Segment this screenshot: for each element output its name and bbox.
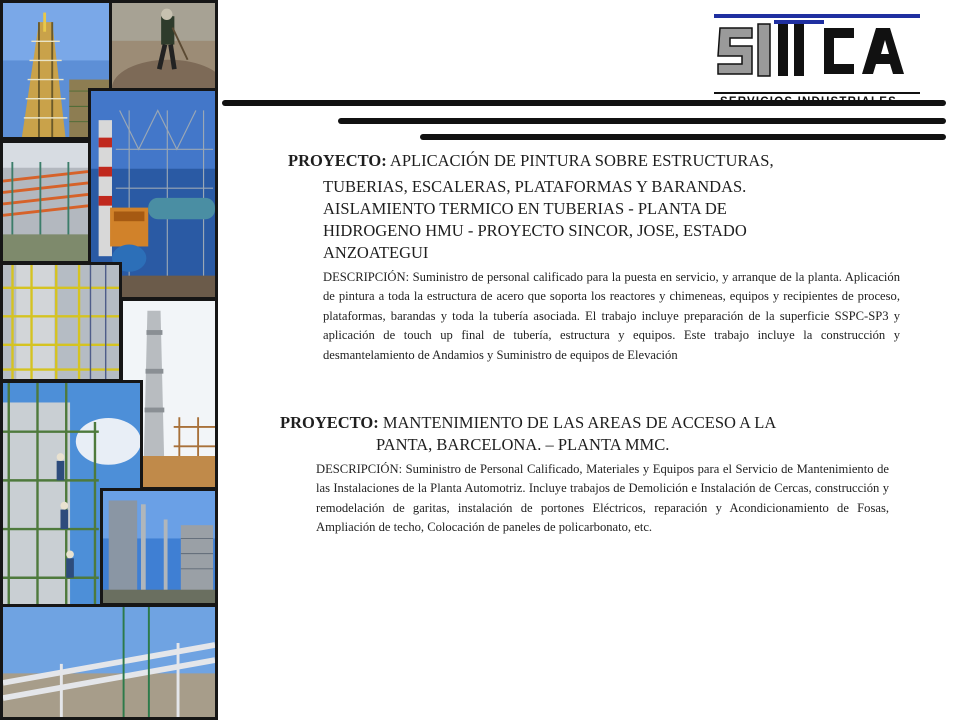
logo-mark [714, 14, 920, 84]
project-1-title-line1: APLICACIÓN DE PINTURA SOBRE ESTRUCTURAS, [389, 151, 774, 170]
project-2-description: DESCRIPCIÓN: Suministro de Personal Calificado, Materiales y Equipos para el Servicio de Mantenimiento de las Instalaciones de la Planta Automotriz. Incluye trabajos de Demolición e Instalación de Cercas, construcción y remodelación de garitas, instalación de portones Eléctricos, reparación y Acondicionamiento de Fosas, Ampliación de techo, Colocación de paneles de policarbonato, etc. [316, 462, 889, 535]
project-2-label: PROYECTO: [280, 413, 379, 432]
decorative-stripe-3 [420, 134, 946, 140]
project-2-title-first [280, 412, 900, 434]
photo-industrial-plant [100, 488, 218, 606]
project-1-description: DESCRIPCIÓN: Suministro de personal calificado para la puesta en servicio, y arranque de la planta. Aplicación de pintura a toda la estructura de acero que soporta los reactores y chimeneas, equipos y recipientes de proceso, plataformas, barandas y toda la tubería asociada. El trabajo incluye preparación de la superficie SSPC-SP3 y aplicación de touch up final de tubería, estructura y equipos. Este trabajo incluye la construcción y desmantelamiento de Andamios y Suministro de equipos de Elevación [323, 270, 900, 362]
project-1-label: PROYECTO: [288, 151, 387, 170]
project-1-title-first [288, 150, 888, 172]
photo-pipe-rack [0, 140, 91, 264]
photo-pipeline-bridge [0, 604, 218, 720]
project-2-title-rest: PANTA, BARCELONA. – PLANTA MMC. [376, 435, 670, 454]
decorative-stripe-1 [222, 100, 946, 106]
project-1-title-rest: TUBERIAS, ESCALERAS, PLATAFORMAS Y BARANDAS. AISLAMIENTO TERMICO EN TUBERIAS - PLANTA DE HIDROGENO HMU - PROYECTO SINCOR, JOSE, ESTADO ANZOATEGUI [323, 177, 747, 262]
photo-collage [0, 0, 218, 720]
photo-yellow-scaffolding [0, 262, 122, 382]
company-logo [714, 14, 920, 100]
project-2-title-line1: MANTENIMIENTO DE LAS AREAS DE ACCESO A LA [382, 413, 777, 432]
decorative-stripe-2 [338, 118, 946, 124]
